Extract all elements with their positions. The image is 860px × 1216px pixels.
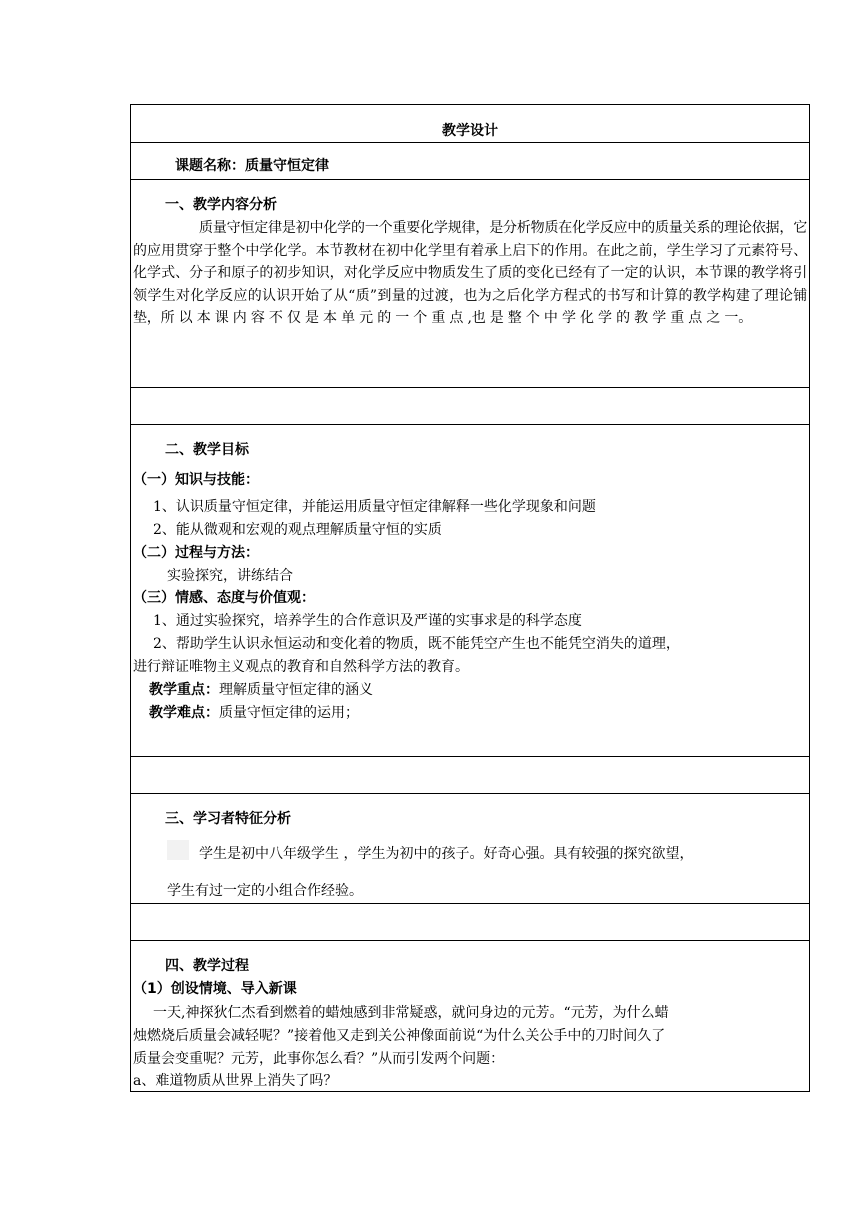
document-title: 教学设计: [442, 123, 498, 139]
blank-row: [131, 904, 809, 941]
learner-text: 学生有过一定的小组合作经验。: [167, 883, 363, 899]
topic-name: 课题名称：质量守恒定律: [175, 158, 329, 174]
goal-item: 实验探究，讲练结合: [167, 568, 293, 584]
subheading-process: （二）过程与方法：: [133, 545, 259, 561]
shaded-box: [167, 840, 189, 860]
blank-row: [131, 757, 809, 794]
key-point-text: 理解质量守恒定律的涵义: [219, 682, 373, 698]
lesson-plan-table: [130, 104, 810, 1092]
section2-heading: 二、教学目标: [165, 442, 249, 458]
process-text: 烛燃烧后质量会减轻呢？”接着他又走到关公神像面前说“为什么关公手中的刀时间久了: [133, 1028, 666, 1044]
section4-heading: 四、教学过程: [165, 958, 249, 974]
section-teaching-goals: [131, 425, 809, 757]
subheading-values: （三）情感、态度与价值观：: [133, 590, 315, 606]
process-text: a、难道物质从世界上消失了吗？: [133, 1073, 338, 1089]
goal-item: 2、帮助学生认识永恒运动和变化着的物质，既不能凭空产生也不能凭空消失的道理，: [153, 636, 680, 652]
process-text: 质量会变重呢？元芳，此事你怎么看？”从而引发两个问题：: [133, 1051, 505, 1067]
goal-item-continued: 进行辩证唯物主义观点的教育和自然科学方法的教育。: [133, 659, 469, 675]
goal-item: 1、认识质量守恒定律，并能运用质量守恒定律解释一些化学现象和问题: [153, 499, 596, 515]
section3-heading: 三、学习者特征分析: [165, 811, 291, 827]
key-point-label: 教学重点：: [149, 682, 219, 698]
section1-body: 质量守恒定律是初中化学的一个重要化学规律，是分析物质在化学反应中的质量关系的理论依据，它的应用贯穿于整个中学化学。本节教材在初中化学里有着承上启下的作用。在此之前，学生学习了元素符号、化学式、分子和原子的初步知识，对化学反应中物质发生了质的变化已经有了一定的认识，本节课的教学将引领学生对化学反应的认识开始了从“质”到量的过渡，也为之后化学方程式的书写和计算的教学构建了理论铺垫，所 以 本 课 内 容 不 仅 是 本 单 元 的 一 个 重 点 ,也 是 整 个 中 学 化 学 的 教 学 重 点 之 一。: [133, 220, 807, 326]
goal-item: 1、通过实验探究，培养学生的合作意识及严谨的实事求是的科学态度: [153, 613, 582, 629]
topic-row: [131, 143, 809, 180]
goal-item: 2、能从微观和宏观的观点理解质量守恒的实质: [153, 522, 442, 538]
section-teaching-process: [131, 941, 809, 1091]
title-row: [131, 105, 809, 143]
difficult-point-text: 质量守恒定律的运用；: [219, 705, 359, 721]
subheading-introduction: （1）创设情境、导入新课: [133, 981, 297, 997]
section1-heading: 一、教学内容分析: [165, 197, 277, 213]
learner-text: 学生是初中八年级学生 ，学生为初中的孩子。好奇心强。具有较强的探究欲望，: [199, 846, 694, 862]
section-content-analysis: [131, 180, 809, 388]
blank-row: [131, 388, 809, 425]
difficult-point: [149, 702, 359, 722]
key-point: [149, 679, 373, 699]
section-learner-analysis: [131, 794, 809, 904]
process-text: 一天,神探狄仁杰看到燃着的蜡烛感到非常疑惑，就问身边的元芳。“元芳，为什么蜡: [153, 1005, 669, 1021]
difficult-point-label: 教学难点：: [149, 705, 219, 721]
subheading-knowledge: （一）知识与技能：: [133, 472, 259, 488]
